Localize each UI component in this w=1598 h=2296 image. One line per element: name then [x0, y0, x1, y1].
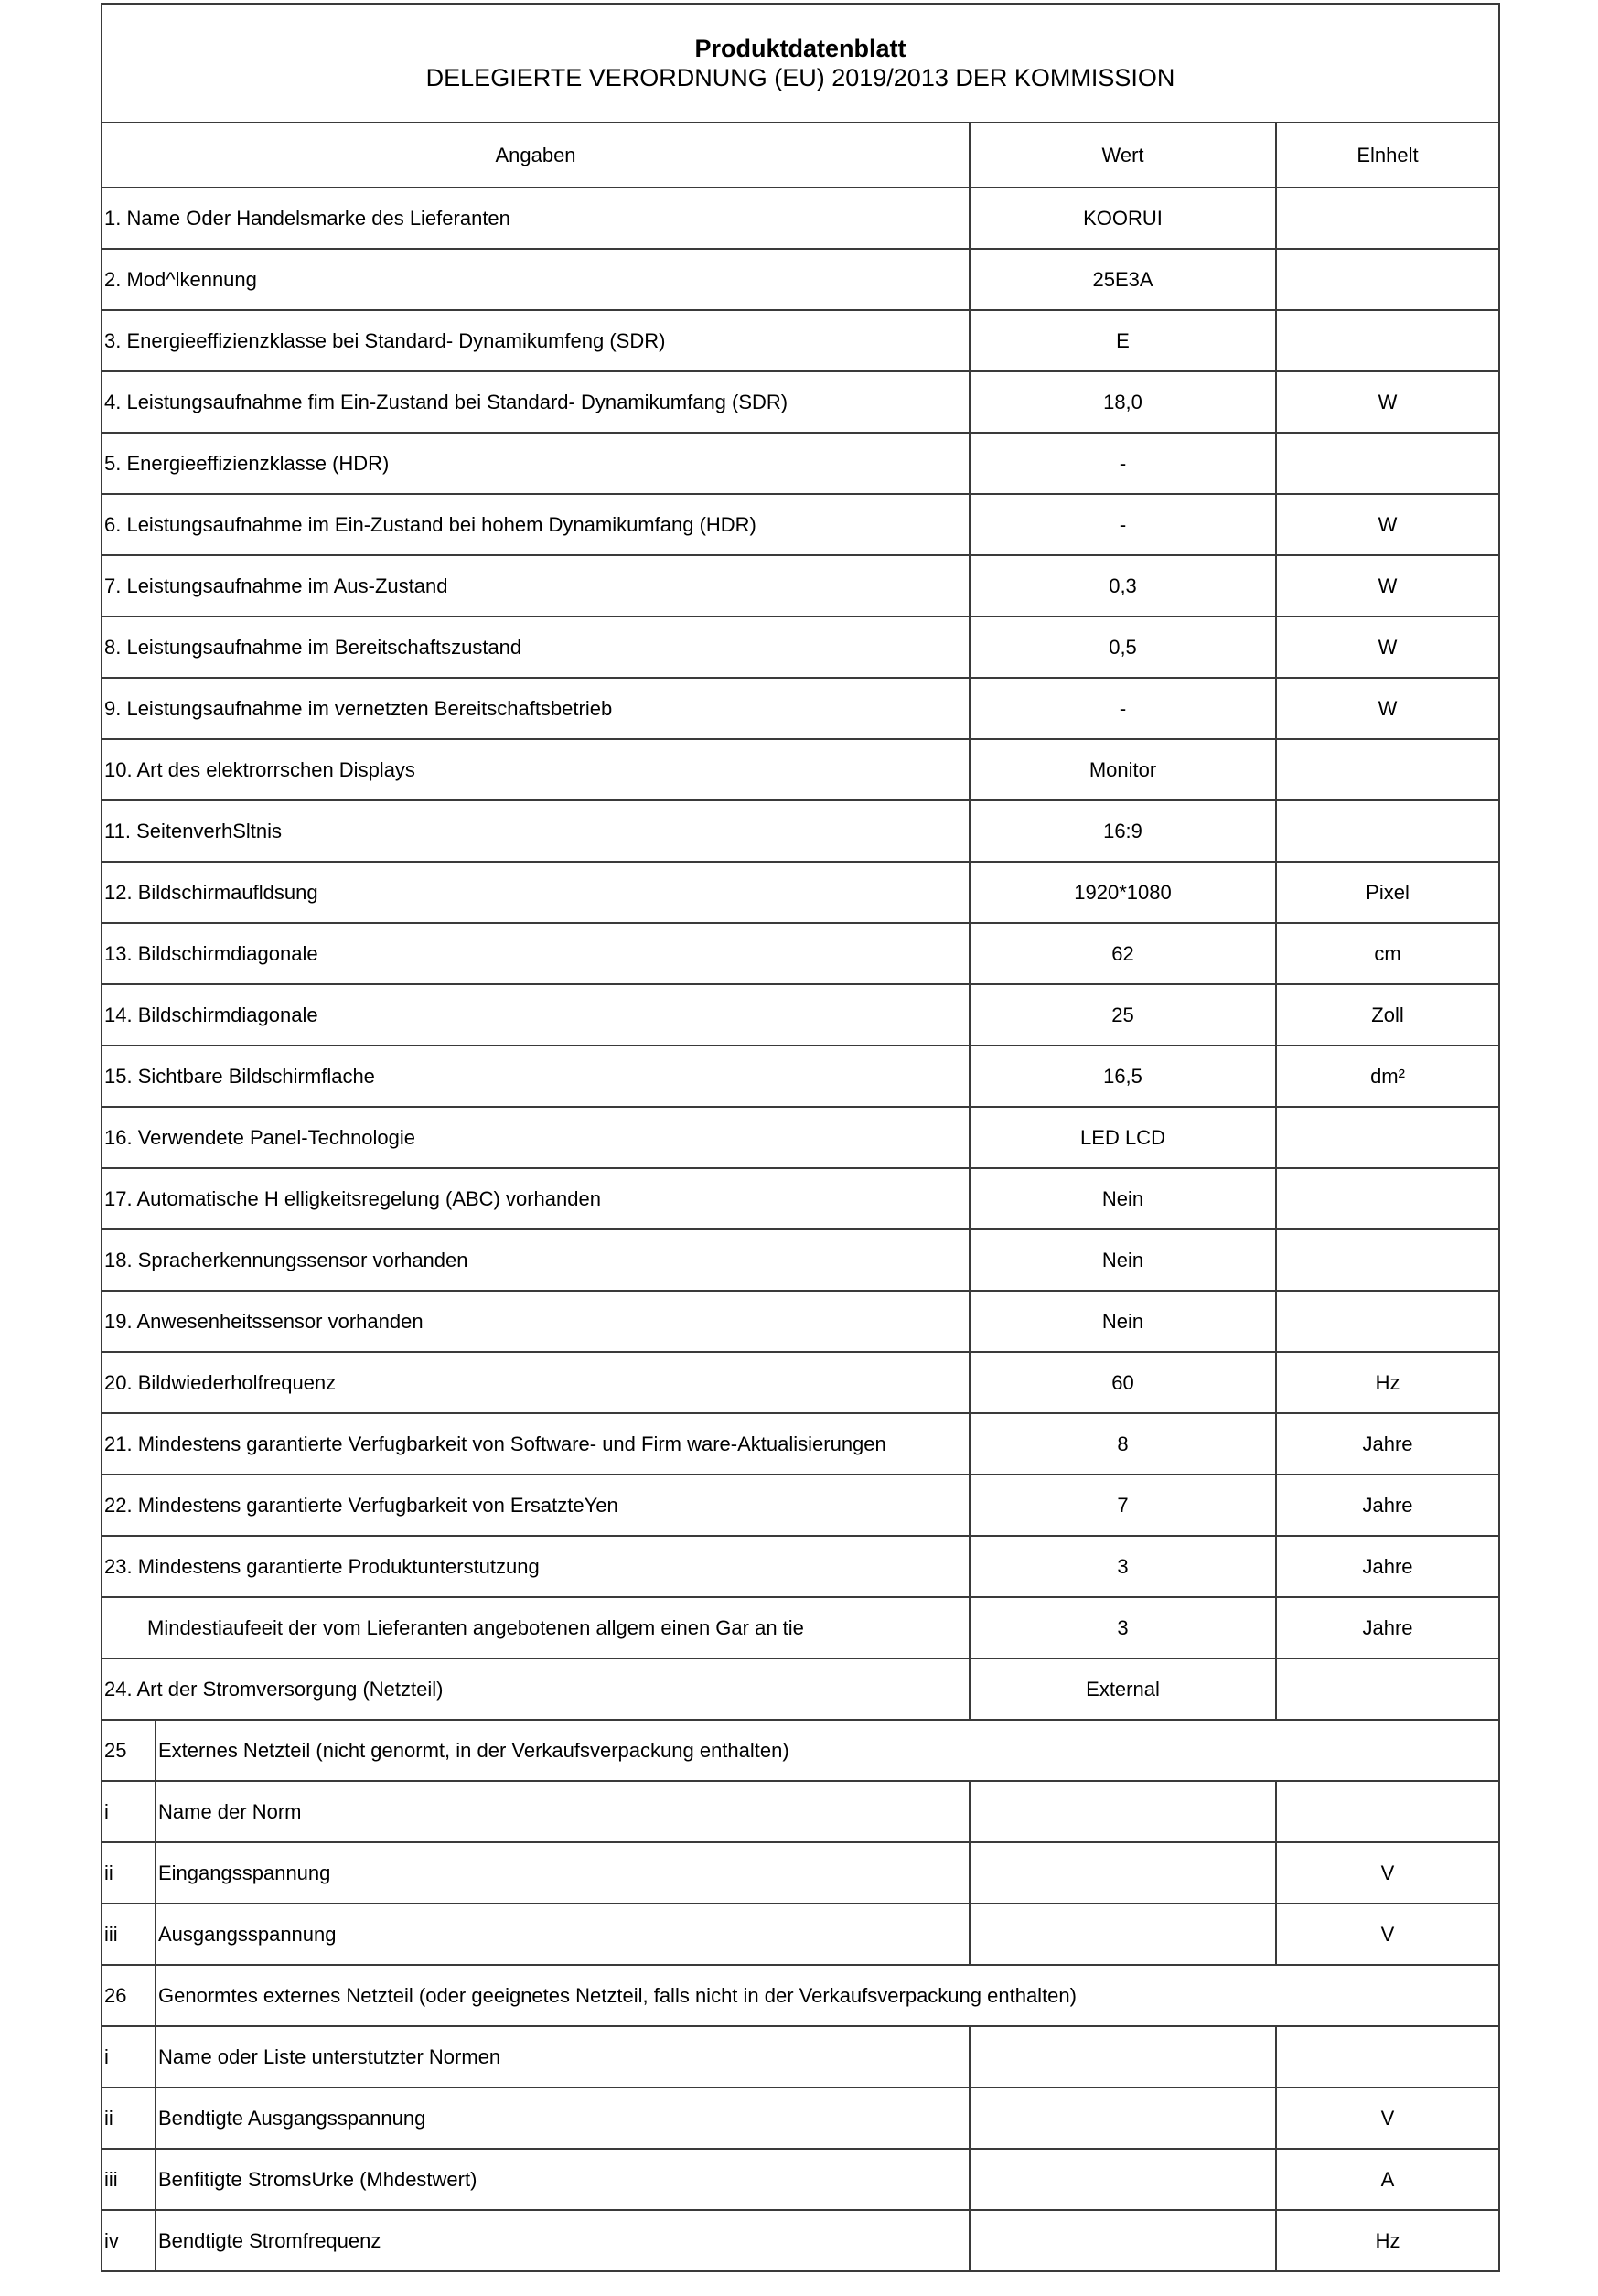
row-label: 10. Art des elektrorrschen Displays	[102, 739, 970, 800]
item-value	[970, 2210, 1276, 2271]
row-label: Mindestiaufeeit der vom Lieferanten angebotenen allgem einen Gar an tie	[102, 1597, 970, 1658]
row-label: 8. Leistungsaufnahme im Bereitschaftszustand	[102, 617, 970, 678]
row-unit: Zoll	[1276, 984, 1499, 1046]
item-label: Name oder Liste unterstutzter Normen	[156, 2026, 970, 2087]
row-unit	[1276, 1658, 1499, 1720]
table-row	[102, 1352, 1499, 1413]
header-angaben: Angaben	[102, 123, 970, 188]
section-item-row	[102, 1904, 1499, 1965]
row-label: 20. Bildwiederholfrequenz	[102, 1352, 970, 1413]
row-label: 18. Spracherkennungssensor vorhanden	[102, 1229, 970, 1291]
section-item-row	[102, 1781, 1499, 1842]
row-value: Monitor	[970, 739, 1276, 800]
table-row	[102, 1658, 1499, 1720]
section-item-row	[102, 1842, 1499, 1904]
sheet-subtitle: DELEGIERTE VERORDNUNG (EU) 2019/2013 DER KOMMISSION	[425, 64, 1175, 91]
row-value: E	[970, 310, 1276, 371]
item-unit: V	[1276, 1842, 1499, 1904]
row-value: 7	[970, 1475, 1276, 1536]
section-number: 26	[102, 1965, 156, 2026]
row-value: Nein	[970, 1291, 1276, 1352]
section-title: Genormtes externes Netzteil (oder geeignetes Netzteil, falls nicht in der Verkaufsverpackung enthalten)	[156, 1965, 1499, 2026]
table-row	[102, 1536, 1499, 1597]
row-unit	[1276, 1168, 1499, 1229]
item-value	[970, 2149, 1276, 2210]
row-value: -	[970, 678, 1276, 739]
table-row	[102, 1597, 1499, 1658]
title-cell	[102, 4, 1499, 123]
item-number: ii	[102, 1842, 156, 1904]
row-label: 3. Energieeffizienzklasse bei Standard- Dynamikumfeng (SDR)	[102, 310, 970, 371]
row-value: 1920*1080	[970, 862, 1276, 923]
row-unit: Hz	[1276, 1352, 1499, 1413]
row-value: LED LCD	[970, 1107, 1276, 1168]
row-value: 0,5	[970, 617, 1276, 678]
row-label: 4. Leistungsaufnahme fim Ein-Zustand bei Standard- Dynamikumfang (SDR)	[102, 371, 970, 433]
section-header-row	[102, 1965, 1499, 2026]
item-value	[970, 1904, 1276, 1965]
row-value: Nein	[970, 1168, 1276, 1229]
row-unit	[1276, 188, 1499, 249]
row-unit: W	[1276, 371, 1499, 433]
table-row	[102, 739, 1499, 800]
row-value: External	[970, 1658, 1276, 1720]
section-item-row	[102, 2087, 1499, 2149]
row-unit: dm²	[1276, 1046, 1499, 1107]
item-unit: A	[1276, 2149, 1499, 2210]
table-row	[102, 249, 1499, 310]
row-value: 3	[970, 1597, 1276, 1658]
table-row	[102, 678, 1499, 739]
table-row	[102, 862, 1499, 923]
header-wert: Wert	[970, 123, 1276, 188]
row-label: 12. Bildschirmaufldsung	[102, 862, 970, 923]
item-unit: Hz	[1276, 2210, 1499, 2271]
row-value: Nein	[970, 1229, 1276, 1291]
item-unit: V	[1276, 1904, 1499, 1965]
section-header-row	[102, 1720, 1499, 1781]
row-label: 5. Energieeffizienzklasse (HDR)	[102, 433, 970, 494]
row-label: 1. Name Oder Handelsmarke des Lieferanten	[102, 188, 970, 249]
row-label: 7. Leistungsaufnahme im Aus-Zustand	[102, 555, 970, 617]
table-row	[102, 188, 1499, 249]
item-number: iii	[102, 1904, 156, 1965]
table-row	[102, 617, 1499, 678]
section-number: 25	[102, 1720, 156, 1781]
row-value: 3	[970, 1536, 1276, 1597]
row-unit: W	[1276, 617, 1499, 678]
item-value	[970, 1842, 1276, 1904]
table-row	[102, 494, 1499, 555]
product-data-sheet-table	[101, 3, 1500, 2272]
row-value: 8	[970, 1413, 1276, 1475]
row-label: 2. Mod^lkennung	[102, 249, 970, 310]
row-unit	[1276, 310, 1499, 371]
row-unit: cm	[1276, 923, 1499, 984]
row-label: 15. Sichtbare Bildschirmflache	[102, 1046, 970, 1107]
item-label: Name der Norm	[156, 1781, 970, 1842]
row-value: 60	[970, 1352, 1276, 1413]
row-label: 24. Art der Stromversorgung (Netzteil)	[102, 1658, 970, 1720]
row-label: 17. Automatische H elligkeitsregelung (ABC) vorhanden	[102, 1168, 970, 1229]
row-value: 16,5	[970, 1046, 1276, 1107]
row-value: -	[970, 494, 1276, 555]
table-row	[102, 1107, 1499, 1168]
section-item-row	[102, 2026, 1499, 2087]
row-value: KOORUI	[970, 188, 1276, 249]
table-row	[102, 1413, 1499, 1475]
item-label: Bendtigte Ausgangsspannung	[156, 2087, 970, 2149]
item-number: i	[102, 1781, 156, 1842]
row-unit: Pixel	[1276, 862, 1499, 923]
row-value: 25	[970, 984, 1276, 1046]
header-einheit: Elnhelt	[1276, 123, 1499, 188]
item-value	[970, 1781, 1276, 1842]
table-row	[102, 1291, 1499, 1352]
row-unit: Jahre	[1276, 1597, 1499, 1658]
table-row	[102, 984, 1499, 1046]
row-value: 25E3A	[970, 249, 1276, 310]
item-number: iii	[102, 2149, 156, 2210]
row-value: 0,3	[970, 555, 1276, 617]
table-row	[102, 1168, 1499, 1229]
table-row	[102, 800, 1499, 862]
row-label: 11. SeitenverhSltnis	[102, 800, 970, 862]
item-label: Bendtigte Stromfrequenz	[156, 2210, 970, 2271]
row-label: 23. Mindestens garantierte Produktunterstutzung	[102, 1536, 970, 1597]
row-unit: Jahre	[1276, 1475, 1499, 1536]
row-unit	[1276, 1229, 1499, 1291]
row-unit	[1276, 1107, 1499, 1168]
row-label: 21. Mindestens garantierte Verfugbarkeit von Software- und Firm ware-Aktualisierungen	[102, 1413, 970, 1475]
table-row	[102, 310, 1499, 371]
row-unit: W	[1276, 555, 1499, 617]
row-unit: Jahre	[1276, 1536, 1499, 1597]
section-item-row	[102, 2210, 1499, 2271]
row-unit	[1276, 433, 1499, 494]
item-unit	[1276, 1781, 1499, 1842]
row-label: 19. Anwesenheitssensor vorhanden	[102, 1291, 970, 1352]
table-row	[102, 923, 1499, 984]
item-value	[970, 2026, 1276, 2087]
row-unit: Jahre	[1276, 1413, 1499, 1475]
section-title: Externes Netzteil (nicht genormt, in der Verkaufsverpackung enthalten)	[156, 1720, 1499, 1781]
row-label: 9. Leistungsaufnahme im vernetzten Bereitschaftsbetrieb	[102, 678, 970, 739]
sheet-title: Produktdatenblatt	[694, 35, 906, 62]
item-label: Benfitigte StromsUrke (Mhdestwert)	[156, 2149, 970, 2210]
row-unit	[1276, 1291, 1499, 1352]
table-row	[102, 1475, 1499, 1536]
table-row	[102, 555, 1499, 617]
table-row	[102, 433, 1499, 494]
item-label: Ausgangsspannung	[156, 1904, 970, 1965]
item-label: Eingangsspannung	[156, 1842, 970, 1904]
table-row	[102, 1229, 1499, 1291]
table-row	[102, 371, 1499, 433]
row-value: -	[970, 433, 1276, 494]
row-label: 22. Mindestens garantierte Verfugbarkeit von ErsatzteYen	[102, 1475, 970, 1536]
row-unit	[1276, 739, 1499, 800]
row-unit: W	[1276, 678, 1499, 739]
row-unit	[1276, 800, 1499, 862]
row-label: 14. Bildschirmdiagonale	[102, 984, 970, 1046]
row-unit: W	[1276, 494, 1499, 555]
row-label: 13. Bildschirmdiagonale	[102, 923, 970, 984]
table-row	[102, 1046, 1499, 1107]
row-value: 18,0	[970, 371, 1276, 433]
item-number: iv	[102, 2210, 156, 2271]
row-value: 16:9	[970, 800, 1276, 862]
item-value	[970, 2087, 1276, 2149]
item-unit: V	[1276, 2087, 1499, 2149]
row-label: 6. Leistungsaufnahme im Ein-Zustand bei hohem Dynamikumfang (HDR)	[102, 494, 970, 555]
row-value: 62	[970, 923, 1276, 984]
row-label: 16. Verwendete Panel-Technologie	[102, 1107, 970, 1168]
item-number: i	[102, 2026, 156, 2087]
row-unit	[1276, 249, 1499, 310]
section-item-row	[102, 2149, 1499, 2210]
item-number: ii	[102, 2087, 156, 2149]
item-unit	[1276, 2026, 1499, 2087]
